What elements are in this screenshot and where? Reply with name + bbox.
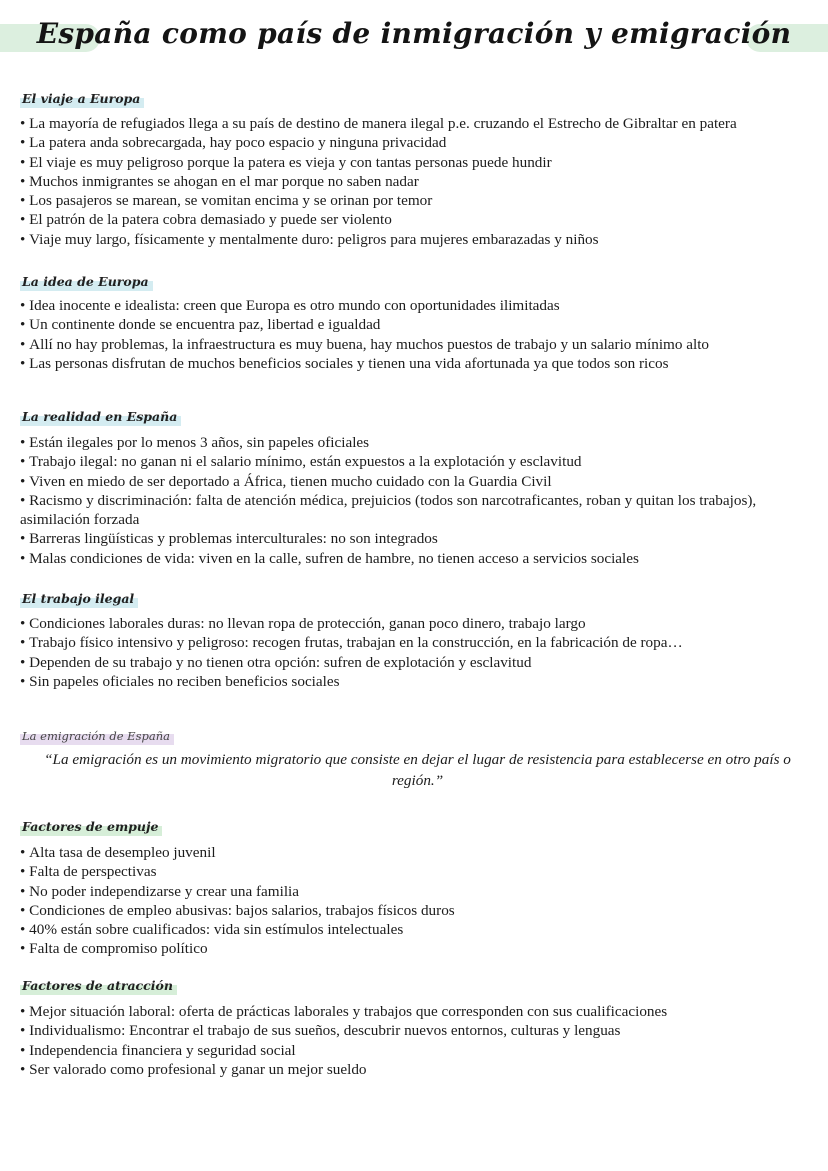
- list-item: • Viaje muy largo, físicamente y mentalmente duro: peligros para mujeres embarazadas y niños: [20, 230, 815, 249]
- section-heading-trabajo: El trabajo ilegal: [20, 590, 138, 608]
- list-item: • Trabajo físico intensivo y peligroso: recogen frutas, trabajan en la construcción, en la fabricación de ropa…: [20, 633, 815, 652]
- list-item: • Individualismo: Encontrar el trabajo de sus sueños, descubrir nuevos entornos, culturas y lenguas: [20, 1021, 815, 1040]
- list-item: • 40% están sobre cualificados: vida sin estímulos intelectuales: [20, 920, 815, 939]
- list-item: • Trabajo ilegal: no ganan ni el salario mínimo, están expuestos a la explotación y esclavitud: [20, 452, 815, 471]
- list-item: • Malas condiciones de vida: viven en la calle, sufren de hambre, no tienen acceso a servicios sociales: [20, 549, 815, 568]
- list-item: • Falta de perspectivas: [20, 862, 815, 881]
- section-heading-empuje: Factores de empuje: [20, 818, 162, 836]
- list-item: • Las personas disfrutan de muchos beneficios sociales y tienen una vida afortunada ya que todos son ricos: [20, 354, 815, 373]
- list-item: • El viaje es muy peligroso porque la patera es vieja y con tantas personas puede hundir: [20, 153, 815, 172]
- list-item: • Idea inocente e idealista: creen que Europa es otro mundo con oportunidades ilimitadas: [20, 296, 815, 315]
- list-empuje: [20, 843, 815, 959]
- list-trabajo: [20, 614, 815, 691]
- list-item: • La mayoría de refugiados llega a su país de destino de manera ilegal p.e. cruzando el Estrecho de Gibraltar en patera: [20, 114, 815, 133]
- list-item: • La patera anda sobrecargada, hay poco espacio y ninguna privacidad: [20, 133, 815, 152]
- list-item: • Condiciones laborales duras: no llevan ropa de protección, ganan poco dinero, trabajo largo: [20, 614, 815, 633]
- section-heading-emigracion: La emigración de España: [20, 727, 174, 745]
- list-item: • Ser valorado como profesional y ganar un mejor sueldo: [20, 1060, 815, 1079]
- list-item: • Alta tasa de desempleo juvenil: [20, 843, 815, 862]
- list-item: • Muchos inmigrantes se ahogan en el mar porque no saben nadar: [20, 172, 815, 191]
- list-item: • Condiciones de empleo abusivas: bajos salarios, trabajos físicos duros: [20, 901, 815, 920]
- list-item: • Falta de compromiso político: [20, 939, 815, 958]
- list-item: • No poder independizarse y crear una familia: [20, 882, 815, 901]
- list-item: • Mejor situación laboral: oferta de prácticas laborales y trabajos que corresponden con sus cualificaciones: [20, 1002, 815, 1021]
- list-item: • El patrón de la patera cobra demasiado y puede ser violento: [20, 210, 815, 229]
- list-item: • Allí no hay problemas, la infraestructura es muy buena, hay muchos puestos de trabajo y un salario mínimo alto: [20, 335, 815, 354]
- list-item: • Racismo y discriminación: falta de atención médica, prejuicios (todos son narcotraficantes, roban y quitan los trabajos), asimilación forzada: [20, 491, 815, 530]
- list-item: • Viven en miedo de ser deportado a África, tienen mucho cuidado con la Guardia Civil: [20, 472, 815, 491]
- list-item: • Barreras lingüísticas y problemas interculturales: no son integrados: [20, 529, 815, 548]
- list-idea: [20, 296, 815, 373]
- list-item: • Un continente donde se encuentra paz, libertad e igualdad: [20, 315, 815, 334]
- list-realidad: [20, 433, 815, 568]
- section-heading-realidad: La realidad en España: [20, 408, 181, 426]
- list-item: • Dependen de su trabajo y no tienen otra opción: sufren de explotación y esclavitud: [20, 653, 815, 672]
- page-title: España como país de inmigración y emigración: [36, 17, 792, 50]
- list-item: • Independencia financiera y seguridad social: [20, 1041, 815, 1060]
- list-item: • Sin papeles oficiales no reciben beneficios sociales: [20, 672, 815, 691]
- list-viaje: [20, 114, 815, 249]
- definition-quote: “La emigración es un movimiento migratorio que consiste en dejar el lugar de resistencia para establecerse en otro país o región.”: [44, 751, 791, 789]
- list-atraccion: [20, 1002, 815, 1079]
- list-item: • Los pasajeros se marean, se vomitan encima y se orinan por temor: [20, 191, 815, 210]
- section-heading-viaje: El viaje a Europa: [20, 90, 144, 108]
- list-item: • Están ilegales por lo menos 3 años, sin papeles oficiales: [20, 433, 815, 452]
- section-heading-idea: La idea de Europa: [20, 273, 153, 291]
- section-heading-atraccion: Factores de atracción: [20, 977, 177, 995]
